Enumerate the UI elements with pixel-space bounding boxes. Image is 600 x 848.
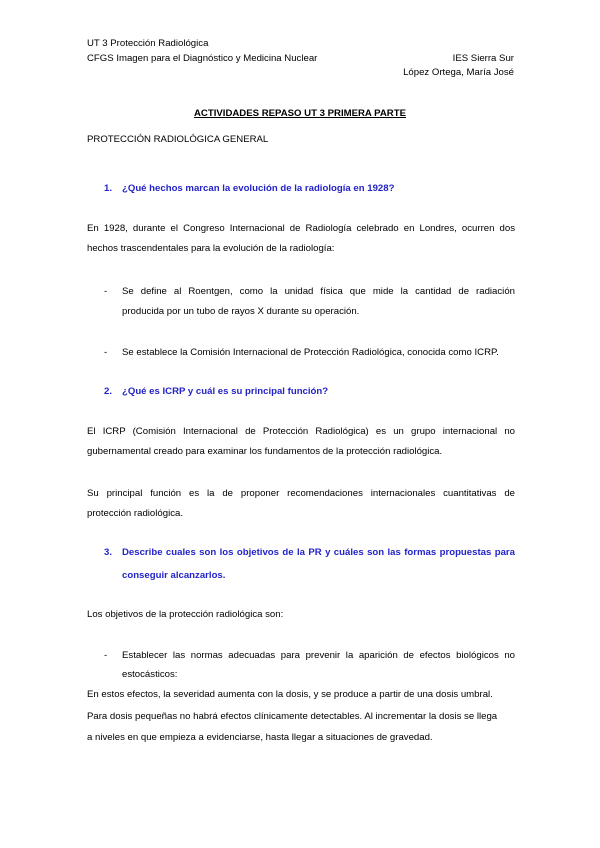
- header-school: IES Sierra Sur: [452, 53, 514, 64]
- section-subtitle: PROTECCIÓN RADIOLÓGICA GENERAL: [87, 134, 269, 145]
- q1-bullet2-dash: -: [104, 347, 108, 358]
- page-title: ACTIVIDADES REPASO UT 3 PRIMERA PARTE: [194, 108, 406, 119]
- q3-bullet1-line: estocásticos:: [122, 669, 178, 680]
- q3-bullet1-dash: -: [104, 650, 108, 661]
- q3-intro: Los objetivos de la protección radiológica son:: [87, 609, 284, 620]
- q2-paragraph-line: El ICRP (Comisión Internacional de Protección Radiológica) es un grupo internacional no: [87, 426, 515, 437]
- q1-paragraph-line: hechos trascendentales para la evolución de la radiología:: [87, 243, 335, 254]
- q1-number: 1.: [104, 183, 113, 194]
- header-program: CFGS Imagen para el Diagnóstico y Medicina Nuclear: [87, 53, 318, 64]
- q3-paragraph-line: a niveles en que empieza a evidenciarse, hasta llegar a situaciones de gravedad.: [87, 732, 433, 743]
- q3-paragraph-line: En estos efectos, la severidad aumenta con la dosis, y se produce a partir de una dosis umbral.: [87, 689, 493, 700]
- q3-number: 3.: [104, 547, 113, 558]
- q3-heading-line: conseguir alcanzarlos.: [122, 570, 226, 581]
- q3-paragraph-line: Para dosis pequeñas no habrá efectos clínicamente detectables. Al incrementar la dosis se llega: [87, 711, 498, 722]
- q2-paragraph-line: gubernamental creado para examinar los fundamentos de la protección radiológica.: [87, 446, 443, 457]
- header-course: UT 3 Protección Radiológica: [87, 38, 209, 49]
- q2-number: 2.: [104, 386, 113, 397]
- header-author: López Ortega, María José: [403, 67, 514, 78]
- q1-bullet1-dash: -: [104, 286, 108, 297]
- q3-bullet1-line: Establecer las normas adecuadas para prevenir la aparición de efectos biológicos no: [122, 650, 515, 661]
- q2-paragraph-line: Su principal función es la de proponer recomendaciones internacionales cuantitativas de: [87, 488, 515, 499]
- q3-heading-line: Describe cuales son los objetivos de la PR y cuáles son las formas propuestas para: [122, 547, 515, 558]
- q1-bullet2-text: Se establece la Comisión Internacional de Protección Radiológica, conocida como ICRP.: [122, 347, 499, 358]
- q1-bullet1-line: producida por un tubo de rayos X durante su operación.: [122, 306, 360, 317]
- q2-heading: ¿Qué es ICRP y cuál es su principal función?: [122, 386, 329, 397]
- q1-paragraph-line: En 1928, durante el Congreso Internacional de Radiología celebrado en Londres, ocurren dos: [87, 223, 515, 234]
- q1-heading: ¿Qué hechos marcan la evolución de la radiología en 1928?: [122, 183, 395, 194]
- q1-bullet1-line: Se define al Roentgen, como la unidad física que mide la cantidad de radiación: [122, 286, 515, 297]
- q2-paragraph-line: protección radiológica.: [87, 508, 183, 519]
